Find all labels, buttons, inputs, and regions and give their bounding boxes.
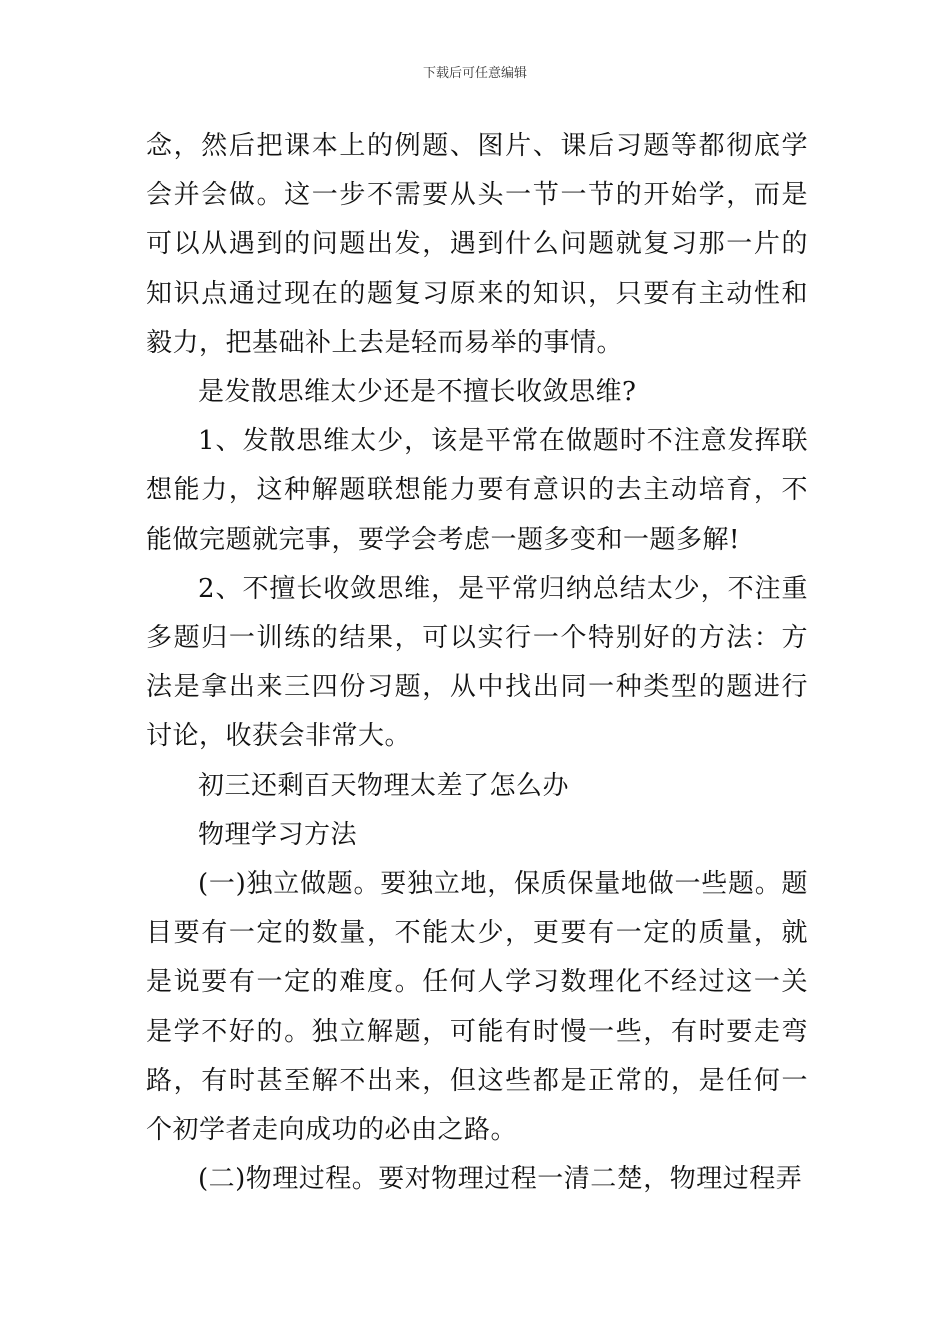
paragraph-4: 2、不擅长收敛思维，是平常归纳总结太少，不注重多题归一训练的结果，可以实行一个特别好的方法：方法是拿出来三四份习题，从中找出同一种类型的题进行讨论，收获会非常大。: [146, 573, 808, 752]
document-body: [146, 122, 808, 1204]
paragraph-7: (一)独立做题。要独立地，保质保量地做一些题。题目要有一定的数量，不能太少，更要有一定的质量，就是说要有一定的难度。任何人学习数理化不经过这一关是学不好的。独立解题，可能有时慢一些，有时要走弯路，有时甚至解不出来，但这些都是正常的，是任何一个初学者走向成功的必由之路。: [146, 869, 808, 1146]
paragraph-1: 念，然后把课本上的例题、图片、课后习题等都彻底学会并会做。这一步不需要从头一节一节的开始学，而是可以从遇到的问题出发，遇到什么问题就复习那一片的知识点通过现在的题复习原来的知识，只要有主动性和毅力，把基础补上去是轻而易举的事情。: [146, 131, 808, 358]
paragraph-3: 1、发散思维太少，该是平常在做题时不注意发挥联想能力，这种解题联想能力要有意识的去主动培育，不能做完题就完事，要学会考虑一题多变和一题多解!: [146, 426, 808, 555]
paragraph-8: (二)物理过程。要对物理过程一清二楚，物理过程弄: [198, 1164, 803, 1195]
paragraph-5: 初三还剩百天物理太差了怎么办: [198, 770, 570, 801]
paragraph-2: 是发散思维太少还是不擅长收敛思维?: [198, 377, 637, 408]
page-header: 下载后可任意编辑: [422, 66, 527, 81]
paragraph-6: 物理学习方法: [198, 819, 358, 850]
